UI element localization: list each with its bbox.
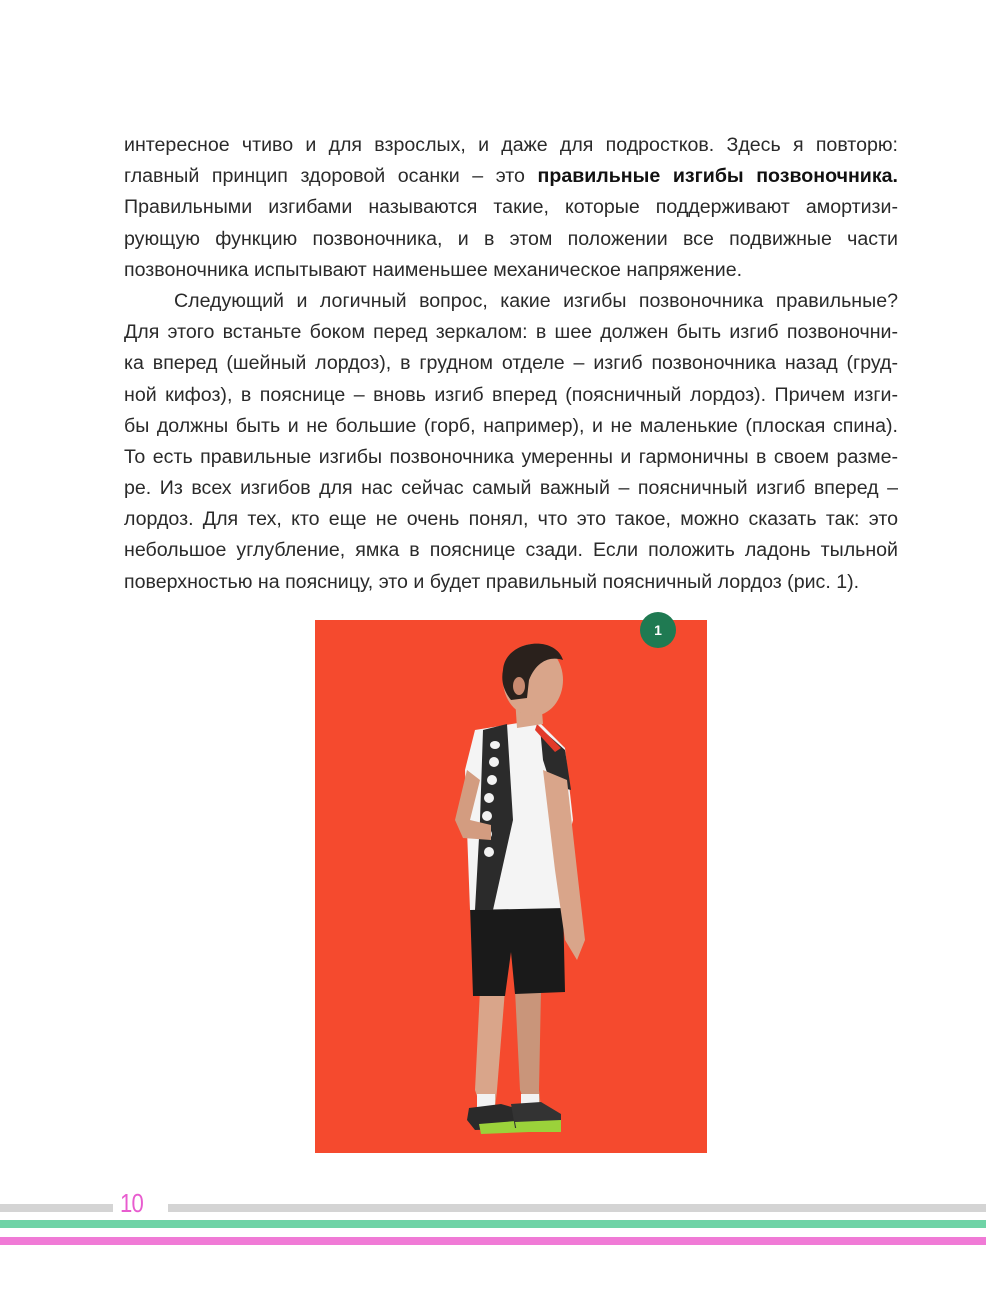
body-text <box>124 130 898 598</box>
text-line: рующую функцию позвоночника, и в этом положении все подвижные части <box>124 227 898 250</box>
text-segment: главный принцип здоровой осанки – это <box>124 165 538 188</box>
text-line: лордоз. Для тех, кто еще не очень понял, что это такое, можно сказать так: это <box>124 508 898 531</box>
standing-man-illustration <box>315 620 707 1153</box>
bold-phrase: правильные изгибы позвоночника. <box>537 165 898 188</box>
footer-gray-line-right <box>168 1204 986 1212</box>
paragraph-2 <box>124 286 898 598</box>
text-line: Для этого встаньте боком перед зеркалом: в шее должен быть изгиб позвоночни- <box>124 321 898 344</box>
text-line: Следующий и логичный вопрос, какие изгибы позвоночника правильные? <box>174 289 898 312</box>
footer-green-line <box>0 1220 986 1228</box>
text-line: ре. Из всех изгибов для нас сейчас самый важный – поясничный изгиб вперед – <box>124 477 898 500</box>
text-line: бы должны быть и не большие (горб, например), и не маленькие (плоская спина). <box>124 414 898 437</box>
posture-photo <box>315 620 707 1153</box>
text-line: ка вперед (шейный лордоз), в грудном отделе – изгиб позвоночника назад (груд- <box>124 352 898 375</box>
footer-pink-line <box>0 1237 986 1245</box>
text-line: поверхностью на поясницу, это и будет правильный поясничный лордоз (рис. 1). <box>124 570 860 593</box>
text-line: То есть правильные изгибы позвоночника умеренны и гармоничны в своем разме- <box>124 445 898 468</box>
footer-gray-line-left <box>0 1204 113 1212</box>
page-number: 10 <box>120 1188 143 1218</box>
paragraph-1 <box>124 130 898 286</box>
text-line: Правильными изгибами называются такие, которые поддерживают амортизи- <box>124 196 898 219</box>
figure-number-badge: 1 <box>640 612 676 648</box>
text-line: интересное чтиво и для взрослых, и даже для подростков. Здесь я повторю: <box>124 134 898 156</box>
text-line: небольшое углубление, ямка в пояснице сзади. Если положить ладонь тыльной <box>124 539 898 562</box>
text-line <box>124 161 898 192</box>
text-line: позвоночника испытывают наименьшее механическое напряжение. <box>124 258 743 281</box>
text-line: ной кифоз), в пояснице – вновь изгиб вперед (поясничный лордоз). Причем изги- <box>124 383 898 406</box>
